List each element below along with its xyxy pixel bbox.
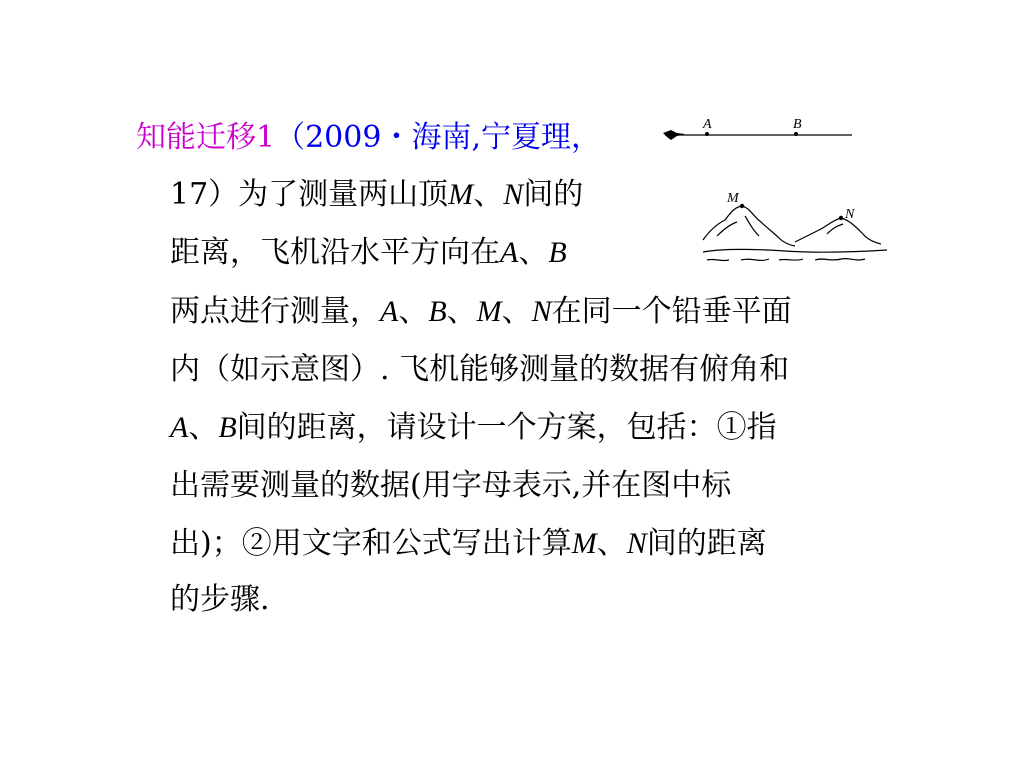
label-a: A <box>703 117 712 132</box>
text: 间的距离 <box>646 526 767 561</box>
sep: 、 <box>518 235 549 270</box>
var-n: N <box>626 527 647 560</box>
sep: 、 <box>596 526 627 561</box>
problem-line-8 <box>170 524 767 564</box>
var-a: A <box>170 411 189 444</box>
sep: 、 <box>446 294 477 329</box>
problem-line-7: 出需要测量的数据(用字母表示,并在图中标 <box>170 468 732 503</box>
text: 在同一个铅垂平面 <box>551 294 792 329</box>
sep: 、 <box>398 294 429 329</box>
problem-line-6 <box>170 408 777 448</box>
sep: 、 <box>188 410 219 445</box>
label-n: N <box>845 207 855 222</box>
problem-source: （2009・海南,宁夏理， <box>275 120 601 155</box>
var-b: B <box>548 236 567 269</box>
problem-line-4 <box>170 292 792 332</box>
problem-line-2 <box>170 175 583 215</box>
var-b: B <box>218 411 237 444</box>
schematic-figure <box>655 112 890 272</box>
point-b-dot <box>794 132 798 136</box>
point-n-dot <box>839 216 843 220</box>
var-m: M <box>448 178 474 211</box>
point-m-dot <box>740 204 744 208</box>
var-b: B <box>428 295 447 328</box>
var-n: N <box>531 295 552 328</box>
text: 两点进行测量， <box>170 294 380 329</box>
sep: 、 <box>501 294 532 329</box>
text: 间的 <box>523 177 584 212</box>
text: 17）为了测量两山顶 <box>170 177 449 212</box>
problem-line-5: 内（如示意图）. 飞机能够测量的数据有俯角和 <box>170 352 790 387</box>
problem-line-3 <box>170 233 567 273</box>
label-b: B <box>793 117 802 132</box>
text: 出)；②用文字和公式写出计算 <box>170 526 572 561</box>
point-a-dot <box>705 132 709 136</box>
sep: 、 <box>473 177 504 212</box>
flight-path <box>663 117 852 140</box>
label-m: M <box>727 191 739 206</box>
var-m: M <box>476 295 502 328</box>
problem-heading: 知能迁移1 <box>136 120 276 155</box>
var-a: A <box>380 295 399 328</box>
var-n: N <box>503 178 524 211</box>
mountains <box>703 206 887 261</box>
var-a: A <box>500 236 519 269</box>
problem-line-9: 的步骤. <box>170 582 270 617</box>
text: 距离，飞机沿水平方向在 <box>170 235 500 270</box>
problem-line-1 <box>136 118 601 158</box>
var-m: M <box>571 527 597 560</box>
text: 间的距离，请设计一个方案，包括：①指 <box>236 410 777 445</box>
